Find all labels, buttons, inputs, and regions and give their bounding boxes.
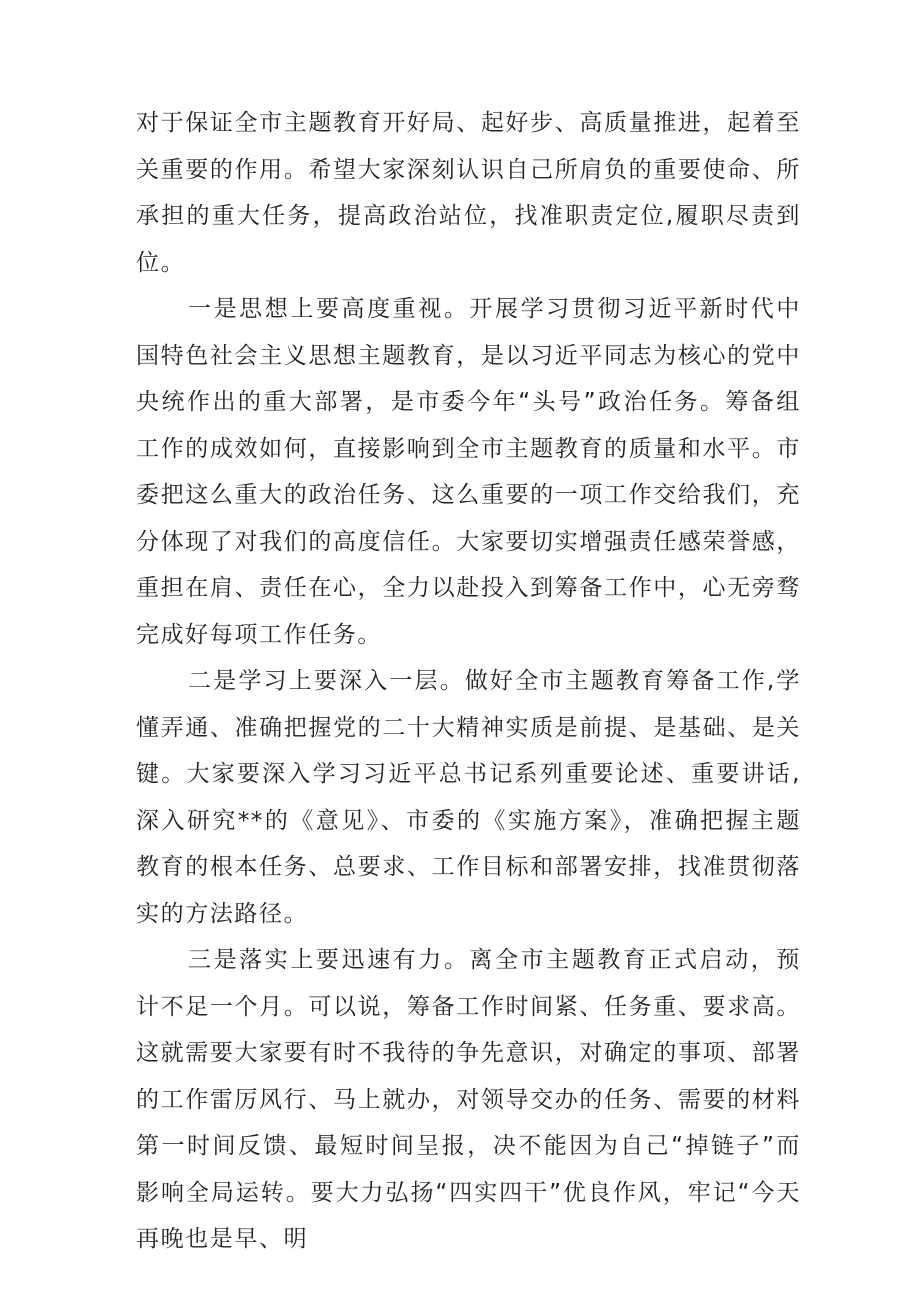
paragraph-point-two: 二是学习上要深入一层。做好全市主题教育筹备工作,学懂弄通、准确把握党的二十大精神实质是前提、是基础、是关键。大家要深入学习习近平总书记系列重要论述、重要讲话,深入研究**的《意见》、市委的《实施方案》，准确把握主题教育的根本任务、总要求、工作目标和部署安排，找准贯彻落实的方法路径。 [136, 668, 801, 927]
paragraph-continuation: 对于保证全市主题教育开好局、起好步、高质量推进，起着至关重要的作用。希望大家深刻认识自己所肩负的重要使命、所承担的重大任务，提高政治站位，找准职责定位,履职尽责到位。 [136, 110, 801, 276]
document-body [136, 100, 801, 1263]
paragraph-point-three: 三是落实上要迅速有力。离全市主题教育正式启动，预计不足一个月。可以说，筹备工作时间紧、任务重、要求高。这就需要大家要有时不我待的争先意识，对确定的事项、部署的工作雷厉风行、马上就办，对领导交办的任务、需要的材料第一时间反馈、最短时间呈报，决不能因为自己“掉链子”而影响全局运转。要大力弘扬“四实四干”优良作风，牢记“今天再晚也是早、明 [136, 947, 801, 1252]
paragraph-point-one: 一是思想上要高度重视。开展学习贯彻习近平新时代中国特色社会主义思想主题教育，是以习近平同志为核心的党中央统作出的重大部署，是市委今年“头号”政治任务。筹备组工作的成效如何，直接影响到全市主题教育的质量和水平。市委把这么重大的政治任务、这么重要的一项工作交给我们，充分体现了对我们的高度信任。大家要切实增强责任感荣誉感，重担在肩、责任在心，全力以赴投入到筹备工作中，心无旁骛完成好每项工作任务。 [136, 296, 801, 648]
